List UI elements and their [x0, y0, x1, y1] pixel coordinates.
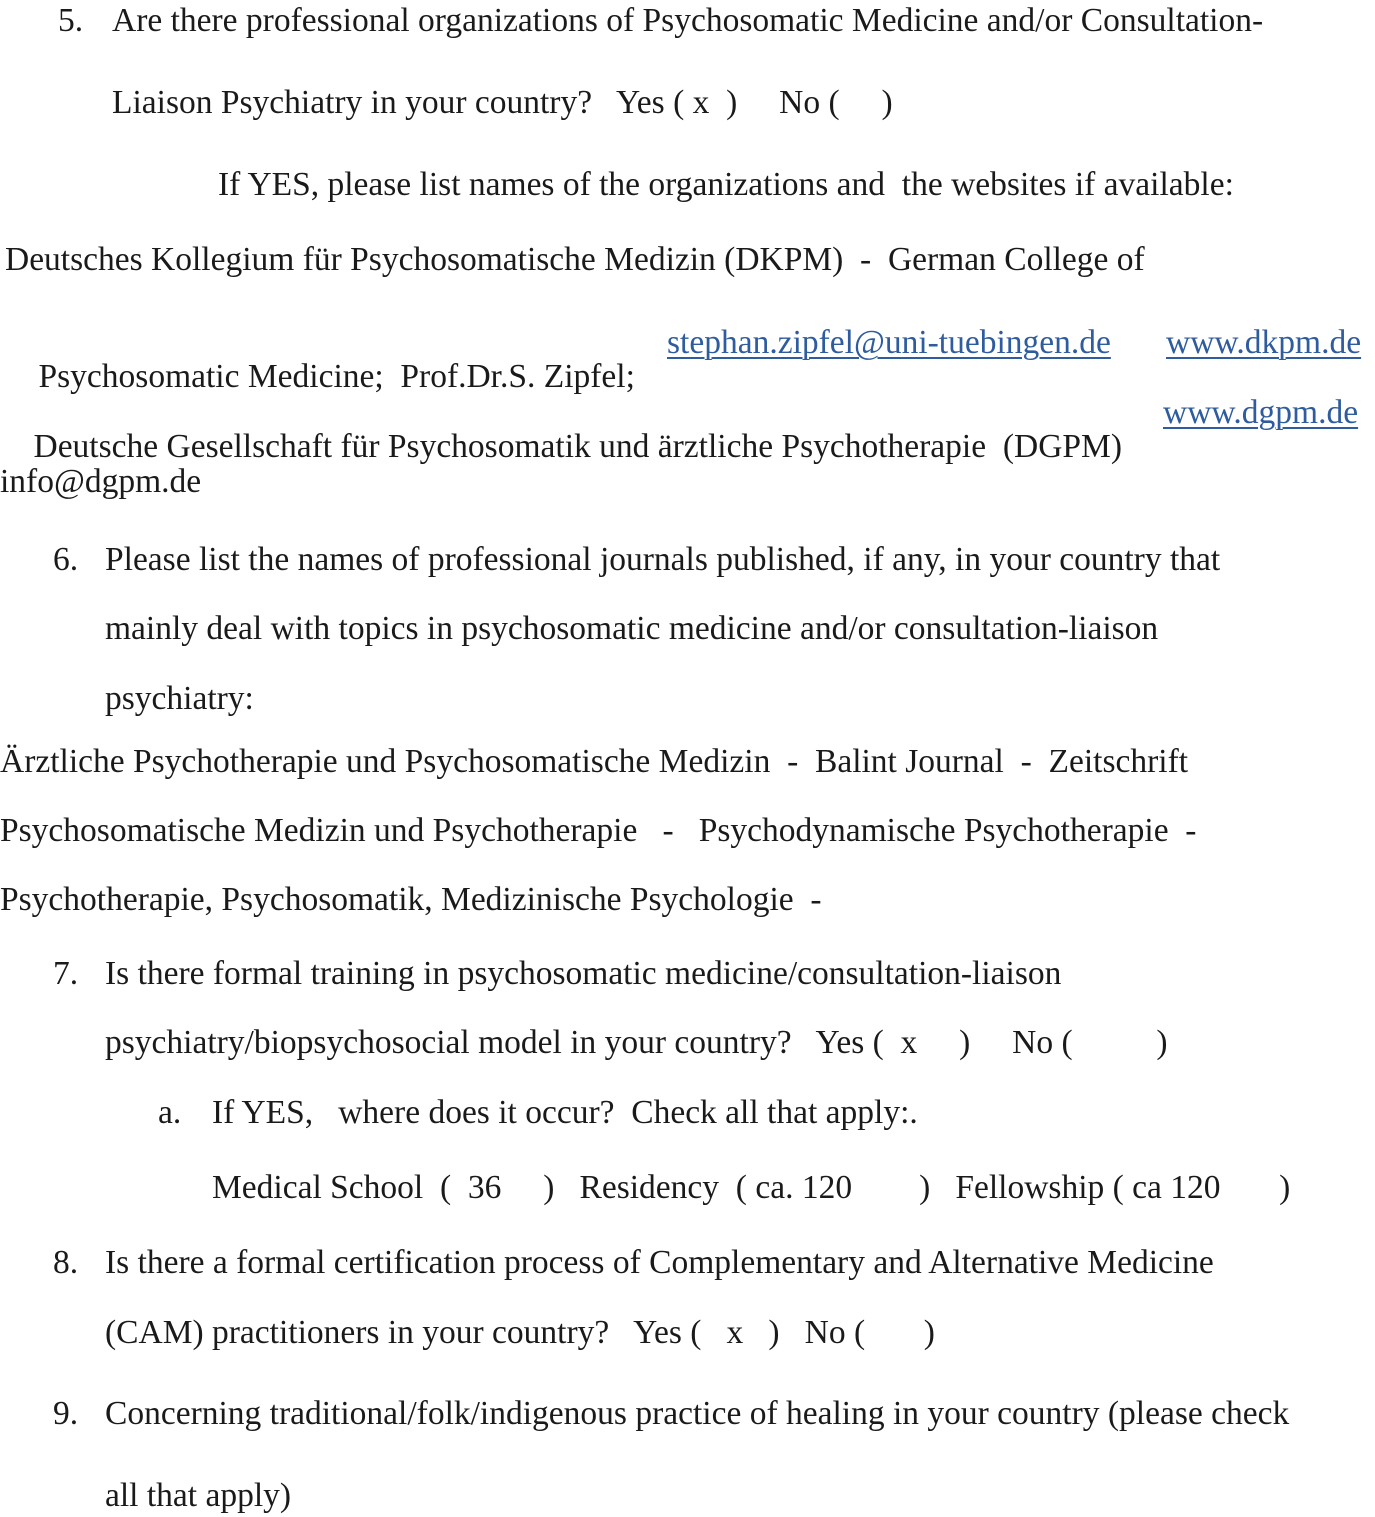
q6-number: 6. [53, 541, 79, 578]
org1-website-link[interactable]: www.dkpm.de [1166, 324, 1362, 361]
q6-answer-line-3: Psychotherapie, Psychosomatik, Medizinische Psychologie - [0, 881, 822, 918]
q5-number: 5. [58, 2, 84, 39]
q6-answer-line-2: Psychosomatische Medizin und Psychotherapie - Psychodynamische Psychotherapie - [0, 812, 1197, 849]
q9-question-line-2: all that apply) [105, 1477, 292, 1514]
org2-website-link[interactable]: www.dgpm.de [1163, 394, 1359, 431]
q7-number: 7. [53, 955, 79, 992]
q8-number: 8. [53, 1244, 79, 1281]
q6-question-line-2: mainly deal with topics in psychosomatic medicine and/or consultation-liaison [105, 610, 1159, 647]
org1-email-link[interactable]: stephan.zipfel@uni-tuebingen.de [667, 324, 1111, 361]
q6-question-line-1: Please list the names of professional journals published, if any, in your country that [105, 541, 1221, 578]
q7-question-line-1: Is there formal training in psychosomatic medicine/consultation-liaison [105, 955, 1062, 992]
q7-question-line-2: psychiatry/biopsychosocial model in your country? Yes ( x ) No ( ) [105, 1024, 1168, 1061]
q7a-question: If YES, where does it occur? Check all that apply:. [212, 1094, 918, 1131]
q9-question-line-1: Concerning traditional/folk/indigenous practice of healing in your country (please check [105, 1395, 1290, 1432]
org1-contact-text: Psychosomatic Medicine; Prof.Dr.S. Zipfel; [38, 357, 635, 395]
org2-email-text: info@dgpm.de [0, 463, 202, 500]
q7a-answer-options: Medical School ( 36 ) Residency ( ca. 120 ) Fellowship ( ca 120 ) [212, 1169, 1291, 1206]
q7a-label: a. [158, 1094, 182, 1131]
org2-name-text: Deutsche Gesellschaft für Psychosomatik und ärztliche Psychotherapie (DGPM) [33, 427, 1122, 465]
q6-question-line-3: psychiatry: [105, 680, 254, 717]
q8-question-line-2: (CAM) practitioners in your country? Yes ( x ) No ( ) [105, 1314, 935, 1351]
q9-number: 9. [53, 1395, 79, 1432]
q5-question-line-2: Liaison Psychiatry in your country? Yes ( x ) No ( ) [112, 84, 893, 121]
q6-answer-line-1: Ärztliche Psychotherapie und Psychosomatische Medizin - Balint Journal - Zeitschrift [0, 743, 1189, 780]
q5-answer-org1-line-1: Deutsches Kollegium für Psychosomatische Medizin (DKPM) - German College of [5, 241, 1145, 278]
q5-if-yes-prompt: If YES, please list names of the organizations and the websites if available: [218, 166, 1234, 203]
q5-question-line-1: Are there professional organizations of Psychosomatic Medicine and/or Consultation- [112, 2, 1264, 39]
q8-question-line-1: Is there a formal certification process of Complementary and Alternative Medicine [105, 1244, 1214, 1281]
